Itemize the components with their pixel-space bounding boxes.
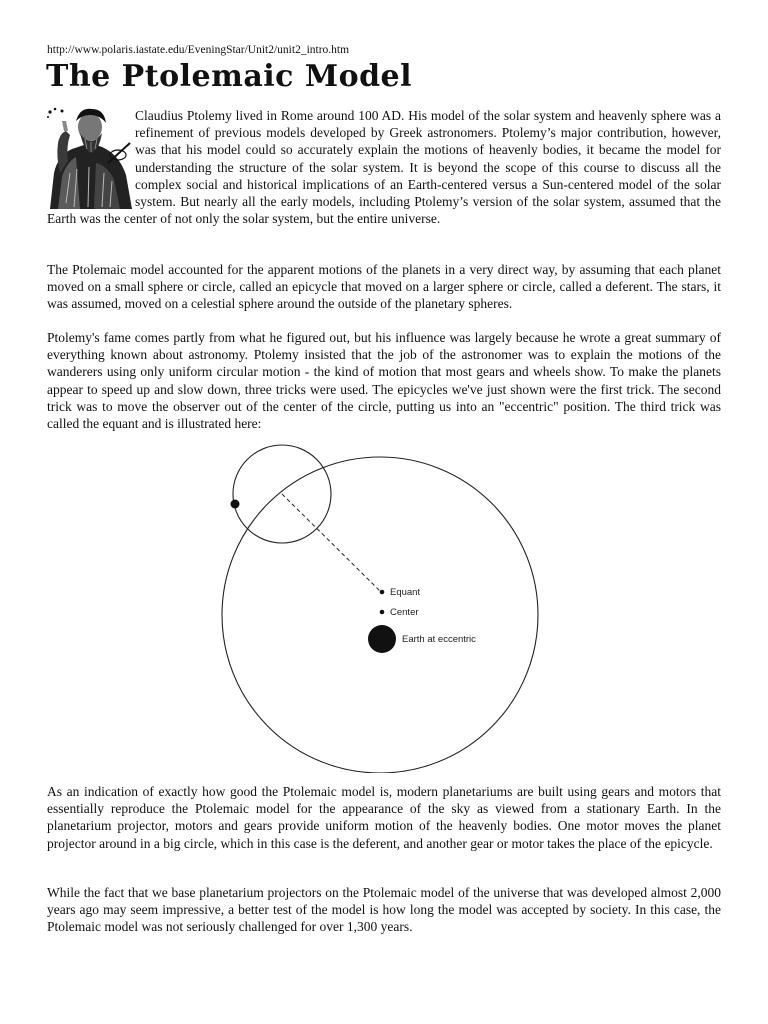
equant-line [282,494,380,591]
page-title: The Ptolemaic Model [46,59,413,94]
paragraph-acceptance: While the fact that we base planetarium projectors on the Ptolemaic model of the universe that was developed almost 2,000 years ago may seem impressive, a better test of the model is how long the model was accepted by society. In this case, the Ptolemaic model was not seriously challenged for over 1,300 years. [47,885,721,935]
paragraph-model: The Ptolemaic model accounted for the apparent motions of the planets in a very direct way, by assuming that each planet moved on a small sphere or circle, called an epicycle that moved on a larger sphere or circle, called a deferent. The stars, it was assumed, moved on a celestial sphere around the outside of the planetary spheres. [47,262,721,312]
paragraph-planetarium: As an indication of exactly how good the Ptolemaic model is, modern planetariums are built using gears and motors that essentially reproduce the Ptolemaic model for the appearance of the sky as viewed from a stationary Earth. In the planetarium projector, motors and gears provide uniform motion of the heavenly bodies. One motor moves the planet projector around in a big circle, which in this case is the deferent, and another gear or motor takes the place of the epicycle. [47,784,721,851]
intro-paragraph-text: Claudius Ptolemy lived in Rome around 100 AD. His model of the solar system and heavenly sphere was a refinement of previous models developed by Greek astronomers. Ptolemy’s major contribution, however, was that his model could so accurately explain the motions of heavenly bodies, it became the model for understanding the structure of the solar system. It is beyond the scope of this course to discuss all the complex social and historical implications of an Earth-centered versus a Sun-centered model of the solar system. But nearly all the early models, including Ptolemy’s version of the solar system, assumed that the Earth was the center of not only the solar system, but the entire universe. [47,108,721,227]
equant-dot [380,590,385,595]
planet-dot [231,500,240,509]
portrait-wrap-spacer [47,107,135,209]
earth-label: Earth at eccentric [402,634,476,645]
center-label: Center [390,607,419,618]
equant-diagram [218,443,548,773]
paragraph-fame: Ptolemy's fame comes partly from what he figured out, but his influence was largely because he wrote a great summary of everything known about astronomy. Ptolemy insisted that the job of the astronomer was to explain the motions of the wanderers using only uniform circular motion - the kind of motion that most gears and wheels show. To make the planets appear to speed up and slow down, three tricks were used. The epicycles we've just shown were the first trick. The second trick was to move the observer out of the center of the circle, putting us into an "eccentric" position. The third trick was called the equant and is illustrated here: [47,330,721,432]
earth-dot [368,625,396,653]
equant-label: Equant [390,587,421,598]
intro-paragraph [47,107,721,227]
deferent-circle [222,457,538,773]
center-dot [380,610,385,615]
source-url[interactable]: http://www.polaris.iastate.edu/EveningStar/Unit2/unit2_intro.htm [47,44,350,56]
